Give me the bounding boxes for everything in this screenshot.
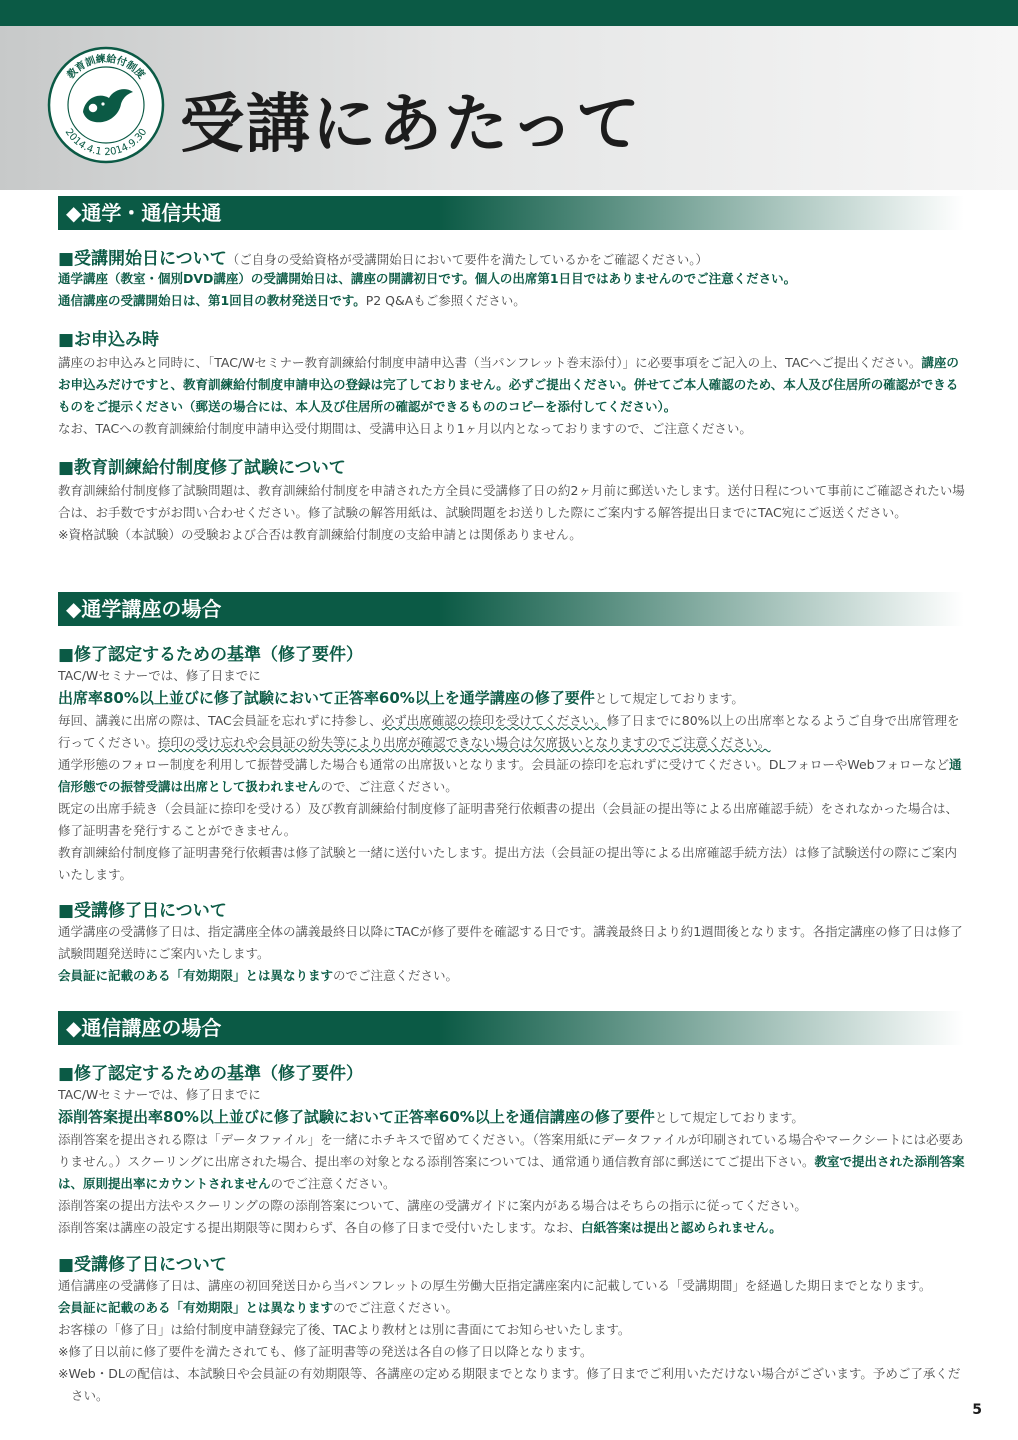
start-date-line-2-emph: 通信講座の受講開始日は、第1回目の教材発送日です。	[58, 293, 366, 308]
correspondence-criteria-para-1	[58, 1129, 966, 1195]
classroom-criteria-intro: TAC/Wセミナーでは、修了日までに	[58, 668, 261, 683]
classroom-criteria-para-1	[58, 710, 966, 754]
start-date-text	[58, 268, 966, 312]
correspondence-p1-emph: 教室で提出された添削答案は、原則提出率にカウントされません	[58, 1154, 965, 1191]
exam-text	[58, 480, 966, 546]
classroom-p2-a: 通学形態のフォロー制度を利用して振替受講した場合も通常の出席扱いとなります。会員証の捺印を忘れずに受けてください。DLフォローやWebフォローなど	[58, 757, 949, 772]
application-para-2: なお、TACへの教育訓練給付制度申請申込受付期間は、受講申込日より1ヶ月以内となっておりますので、ご注意ください。	[58, 421, 752, 436]
start-date-line-2	[58, 290, 966, 312]
correspondence-criteria-para-2: 添削答案の提出方法やスクーリングの際の添削答案について、講座の受講ガイドに案内がある場合はそちらの指示に従ってください。	[58, 1198, 807, 1213]
correspondence-criteria-text	[58, 1084, 966, 1239]
classroom-criteria-para-2	[58, 754, 966, 798]
classroom-end-date-para-1: 通学講座の受講修了日は、指定講座全体の講義最終日以降にTACが修了要件を確認する日です。講義最終日より約1週間後となります。各指定講座の修了日は修了試験問題発送時にご案内いたします。	[58, 924, 963, 961]
correspondence-p3-a: 添削答案は講座の設定する提出期限等に関わらず、各自の修了日まで受付いたします。なお、	[58, 1220, 582, 1235]
classroom-end-date-rest: のでご注意ください。	[333, 968, 459, 983]
correspondence-end-date-para-3: お客様の「修了日」は給付制度申請登録完了後、TACより教材とは別に書面にてお知らせいたします。	[58, 1322, 631, 1337]
application-para-emph: 講座のお申込みだけですと、教育訓練給付制度申請申込の登録は完了しておりません。必ずご提出ください。併せてご本人確認のため、本人及び住居所の確認ができるものをご提示ください（郵送の場合には、本人及び住居所の確認ができるもののコピーを添付してください）。	[58, 355, 959, 414]
classroom-end-date-emph: 会員証に記載のある「有効期限」とは異なります	[58, 968, 334, 983]
subheading-classroom-criteria: ■修了認定するための基準（修了要件）	[58, 645, 364, 665]
seal-bottom-text: 2014.4.1 2014.9.30	[62, 126, 150, 159]
correspondence-criteria-requirement	[58, 1106, 966, 1129]
header-band	[0, 26, 1018, 190]
classroom-p1-b: 修了日までに80%以上の出席率となるようご自身で出席管理を行ってください。	[58, 713, 960, 750]
section-heading-correspondence: ◆通信講座の場合	[58, 1011, 964, 1045]
correspondence-end-date-para-2	[58, 1297, 966, 1319]
classroom-p1-underline-2: 捺印の受け忘れや会員証の紛失等により出席が確認できない場合は欠席扱いとなりますのでご注意ください。	[158, 735, 771, 750]
start-date-line-1: 通学講座（教室・個別DVD講座）の受講開始日は、講座の開講初日です。個人の出席第1日目ではありませんのでご注意ください。	[58, 271, 797, 286]
application-text	[58, 352, 966, 440]
subheading-application: ■お申込み時	[58, 330, 160, 350]
classroom-criteria-para-3: 既定の出席手続き（会員証に捺印を受ける）及び教育訓練給付制度修了証明書発行依頼書の提出（会員証の提出等による出席確認手続）をされなかった場合は、修了証明書を発行することができません。	[58, 801, 959, 838]
correspondence-end-date-para-5: ※Web・DLの配信は、本試験日や会員証の有効期限等、各講座の定める期限までとなります。修了日までご利用いただけない場合がございます。予めご了承ください。	[58, 1366, 961, 1403]
classroom-criteria-para-4: 教育訓練給付制度修了証明書発行依頼書は修了試験と一緒に送付いたします。提出方法（会員証の提出等による出席確認手続方法）は修了試験送付の際にご案内いたします。	[58, 845, 958, 882]
correspondence-end-date-emph: 会員証に記載のある「有効期限」とは異なります	[58, 1300, 334, 1315]
correspondence-end-date-rest: のでご注意ください。	[333, 1300, 459, 1315]
classroom-requirement-emph: 出席率80%以上並びに修了試験において正答率60%以上を通学講座の修了要件	[58, 689, 595, 707]
classroom-end-date-para-2	[58, 965, 966, 987]
classroom-p1-underline: 必ず出席確認の捺印を受けてください。	[381, 713, 607, 728]
classroom-criteria-requirement	[58, 687, 966, 710]
correspondence-p1-a: 添削答案を提出される際は「データファイル」を一緒にホチキスで留めてください。（答案用紙にデータファイルが印刷されている場合やマークシートには必要ありません。）スクーリングに出席された場合、提出率の対象となる添削答案については、通常通り通信教育部に郵送にてご提出下さい。	[58, 1132, 964, 1169]
bird-seal-icon	[47, 46, 165, 164]
classroom-p2-emph: 通信形態での振替受講は出席として扱われません	[58, 757, 962, 794]
correspondence-criteria-para-3	[58, 1217, 966, 1239]
correspondence-end-date-para-4: ※修了日以前に修了要件を満たされても、修了証明書等の発送は各自の修了日以降となります。	[58, 1344, 593, 1359]
page-title: 受講にあたって	[180, 88, 642, 162]
application-para-1: 講座のお申込みと同時に、「TAC/Wセミナー教育訓練給付制度申請申込書（当パンフレット巻末添付）」に必要事項をご記入の上、TACへご提出ください。	[58, 355, 922, 370]
subheading-exam: ■教育訓練給付制度修了試験について	[58, 458, 346, 478]
exam-para-1: 教育訓練給付制度修了試験問題は、教育訓練給付制度を申請された方全員に受講修了日の約2ヶ月前に郵送いたします。送付日程について事前にご確認されたい場合は、お手数ですがお問い合わせください。修了試験の解答用紙は、試験問題をお送りした際にご案内する解答提出日までにTAC宛にご返送ください。	[58, 483, 965, 520]
exam-para-2: ※資格試験（本試験）の受験および合否は教育訓練給付制度の支給申請とは関係ありません。	[58, 527, 582, 542]
correspondence-p1-b: のでご注意ください。	[270, 1176, 396, 1191]
correspondence-end-date-para-1: 通信講座の受講修了日は、講座の初回発送日から当パンフレットの厚生労働大臣指定講座案内に記載している「受講期間」を経過した期日までとなります。	[58, 1278, 932, 1293]
section-heading-classroom: ◆通学講座の場合	[58, 592, 964, 626]
classroom-p2-b: ので、ご注意ください。	[320, 779, 458, 794]
page-number: 5	[972, 1402, 982, 1418]
correspondence-p3-emph: 白紙答案は提出と認められません。	[581, 1220, 782, 1235]
subheading-classroom-end-date: ■受講修了日について	[58, 901, 227, 921]
start-date-line-2-rest: P2 Q&Aもご参照ください。	[365, 293, 526, 308]
classroom-requirement-rest: として規定しております。	[594, 691, 744, 706]
classroom-p1-a: 毎回、講義に出席の際は、TAC会員証を忘れずに持参し、	[58, 713, 382, 728]
subheading-start-date	[58, 244, 708, 269]
correspondence-criteria-intro: TAC/Wセミナーでは、修了日までに	[58, 1087, 261, 1102]
correspondence-requirement-rest: として規定しております。	[654, 1110, 804, 1125]
subheading-start-date-title: ■受講開始日について	[58, 249, 227, 269]
application-para	[58, 352, 966, 418]
classroom-end-date-text	[58, 921, 966, 987]
correspondence-requirement-emph: 添削答案提出率80%以上並びに修了試験において正答率60%以上を通信講座の修了要件	[58, 1108, 655, 1126]
seal-top-text: 教育訓練給付制度	[65, 53, 147, 82]
subheading-correspondence-criteria: ■修了認定するための基準（修了要件）	[58, 1064, 364, 1084]
correspondence-end-date-text	[58, 1275, 966, 1407]
subheading-correspondence-end-date: ■受講修了日について	[58, 1255, 227, 1275]
subheading-start-date-note: （ご自身の受給資格が受講開始日において要件を満たしているかをご確認ください。）	[226, 252, 708, 267]
top-bar	[0, 0, 1018, 26]
section-heading-common: ◆通学・通信共通	[58, 196, 964, 230]
classroom-criteria-text	[58, 665, 966, 886]
